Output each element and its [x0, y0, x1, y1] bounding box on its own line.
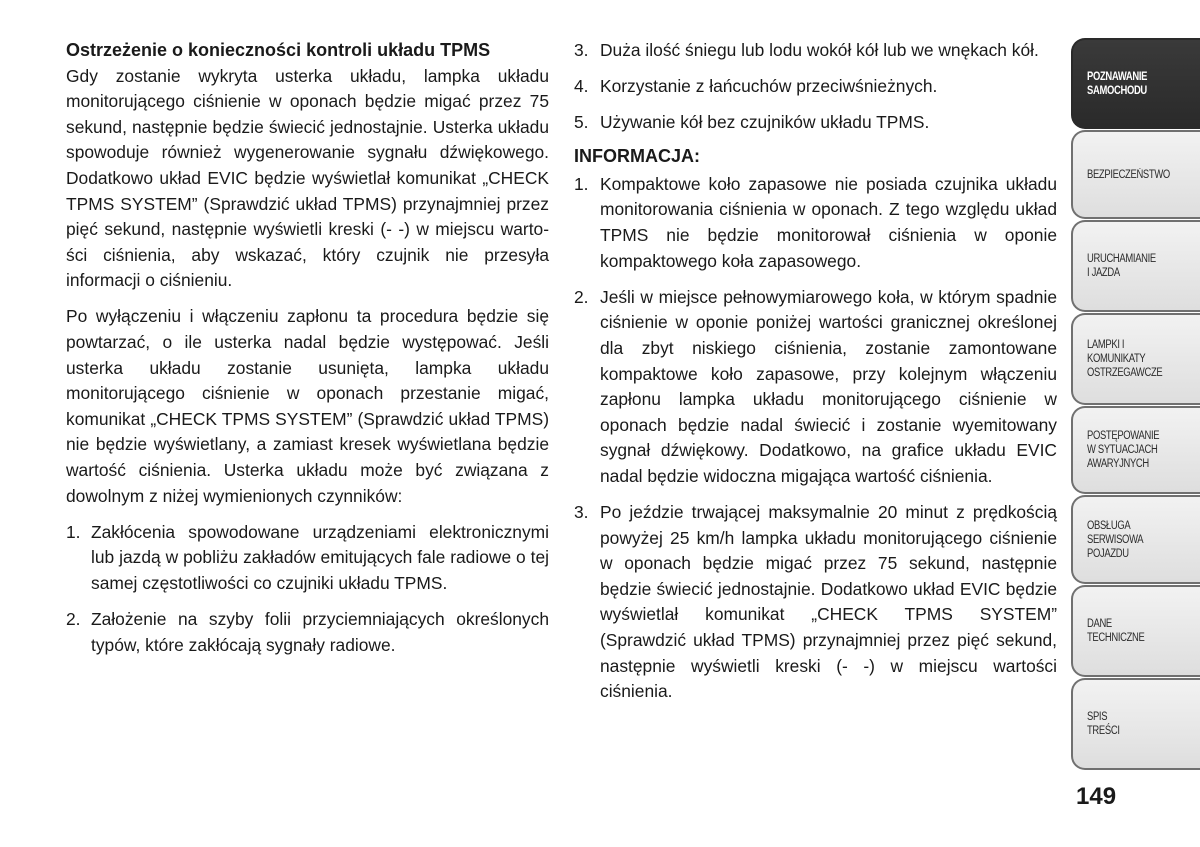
list-item [66, 607, 549, 658]
page-number: 149 [1076, 783, 1117, 810]
list-number: 2. [66, 608, 81, 629]
list-item [66, 520, 549, 597]
factor-list-continued [574, 38, 1057, 136]
list-item [574, 110, 1057, 136]
tab-label: POZNAWANIE SAMOCHODU [1087, 70, 1148, 97]
info-list [574, 172, 1057, 705]
tab-label: SPIS TREŚCI [1087, 711, 1120, 737]
factor-list [66, 520, 549, 658]
list-number: 3. [574, 40, 589, 60]
list-item [574, 500, 1057, 705]
list-text: Używanie kół bez czujników układu TPMS. [600, 112, 930, 133]
list-item [574, 74, 1057, 100]
tab-spis-tresci[interactable] [1071, 678, 1200, 770]
tab-uruchamianie-i-jazda[interactable] [1071, 220, 1200, 312]
right-column [574, 38, 1057, 715]
list-text: Założenie na szyby folii przyciemniających określonych typów, które zakłócają sygnały radiowe. [91, 608, 549, 655]
tab-label: LAMPKI I KOMUNIKATY OSTRZEGAWCZE [1087, 339, 1163, 379]
list-number: 1. [574, 173, 589, 194]
list-text: Jeśli w miejsce pełnowymiarowego koła, w którym spadnie ciśnienie w oponie poniżej wartości granicznej określonej dla zbyt niskiego ciśnienia, zostanie zamontowane kompaktowe koło zapasowe, przy kolejnym włączeniu zapłonu lampka układu monitorującego ciśnienie w oponach będzie nadal świecić i zostanie wyemitowany sygnał dźwiękowy. Dodatkowo, na grafice układu EVIC nadal będzie widoczna migająca wartość ciśnienia. [600, 286, 1057, 486]
tab-label: OBSŁUGA SERWISOWA POJAZDU [1087, 519, 1144, 560]
tab-label: POSTĘPOWANIE W SYTUACJACH AWARYJNYCH [1087, 430, 1160, 470]
list-number: 1. [66, 521, 81, 542]
tab-bezpieczenstwo[interactable] [1071, 130, 1200, 219]
section-heading: Ostrzeżenie o konieczności kontroli układu TPMS [66, 40, 491, 60]
left-column [66, 38, 549, 669]
tab-lampki-i-komunikaty[interactable] [1071, 313, 1200, 405]
list-text: Kompaktowe koło zapasowe nie posiada czujnika układu monitorowania ciśnienia w oponach. Z tego względu układ TPMS nie będzie monitorował ciśnienia w oponie kompaktowego koła zapasowego. [600, 173, 1057, 271]
list-text: Korzystanie z łańcuchów przeciwśnieżnych. [600, 76, 938, 97]
tab-obsluga-serwisowa[interactable] [1071, 495, 1200, 584]
paragraph: Po wyłączeniu i włączeniu zapłonu ta procedura będzie się powtarzać, o ile usterka nadal będzie występować. Jeśli usterka układu zostanie usunięta, lampka układu monitorującego ciśnienie w oponach przestanie migać, komunikat „CHECK TPMS SYSTEM” (Sprawdzić układ TPMS) nie będzie wyświetlany, a zamiast kresek wyświetlana będzie wartość ciśnienia. Usterka układu może być związana z dowolnym z niżej wymienionych czynników: [66, 306, 549, 506]
tab-label: URUCHAMIANIE I JAZDA [1087, 253, 1156, 279]
list-item [574, 38, 1057, 64]
tab-postepowanie-awaryjne[interactable] [1071, 406, 1200, 494]
list-text: Zakłócenia spowodowane urządzeniami elektronicznymi lub jazdą w pobliżu zakładów emitujących fale radiowe o tej samej częstotliwości co czujniki układu TPMS. [91, 521, 549, 593]
list-text: Duża ilość śniegu lub lodu wokół kół lub we wnękach kół. [600, 40, 1039, 60]
paragraph: Gdy zostanie wykryta usterka układu, lampka układu monitorującego ciśnienie w oponach będzie migać przez 75 sekund, następnie będzie świecić jednostajnie. Usterka układu spowoduje również wygenerowanie sygnału dźwiękowego. Dodatkowo układ EVIC będzie wyświetlał komunikat „CHECK TPMS SYSTEM” (Sprawdzić układ TPMS) przynajmniej przez pięć sekund, następnie wyświetli kreski (- -) w miejscu wartości ciśnienia, aby wskazać, który czujnik nie przesyła informacji o ciśnieniu. [66, 65, 549, 291]
list-number: 3. [574, 502, 589, 522]
info-heading: INFORMACJA: [574, 146, 700, 167]
list-number: 5. [574, 112, 589, 133]
list-item [574, 285, 1057, 490]
list-text: Po jeździe trwającej maksymalnie 20 minut z prędkością powyżej 25 km/h lampka układu monitorującego ciśnienie w oponach będzie migać przez 75 sekund, następnie będzie świecić jednostajnie. Dodatkowo układ EVIC będzie wyświetlał komunikat „CHECK TPMS SYSTEM” (Sprawdzić układ TPMS) przynajmniej przez pięć sekund, następnie wyświetli kreski (- -) w miejscu wartości ciśnienia. [600, 502, 1057, 702]
list-number: 4. [574, 76, 589, 97]
list-number: 2. [574, 286, 589, 307]
tab-poznawanie-samochodu[interactable] [1071, 38, 1200, 129]
tab-label: BEZPIECZEŃSTWO [1087, 168, 1170, 181]
tab-label: DANE TECHNICZNE [1087, 618, 1145, 644]
list-item [574, 172, 1057, 274]
chapter-tabs [1071, 38, 1200, 771]
tab-dane-techniczne[interactable] [1071, 585, 1200, 677]
